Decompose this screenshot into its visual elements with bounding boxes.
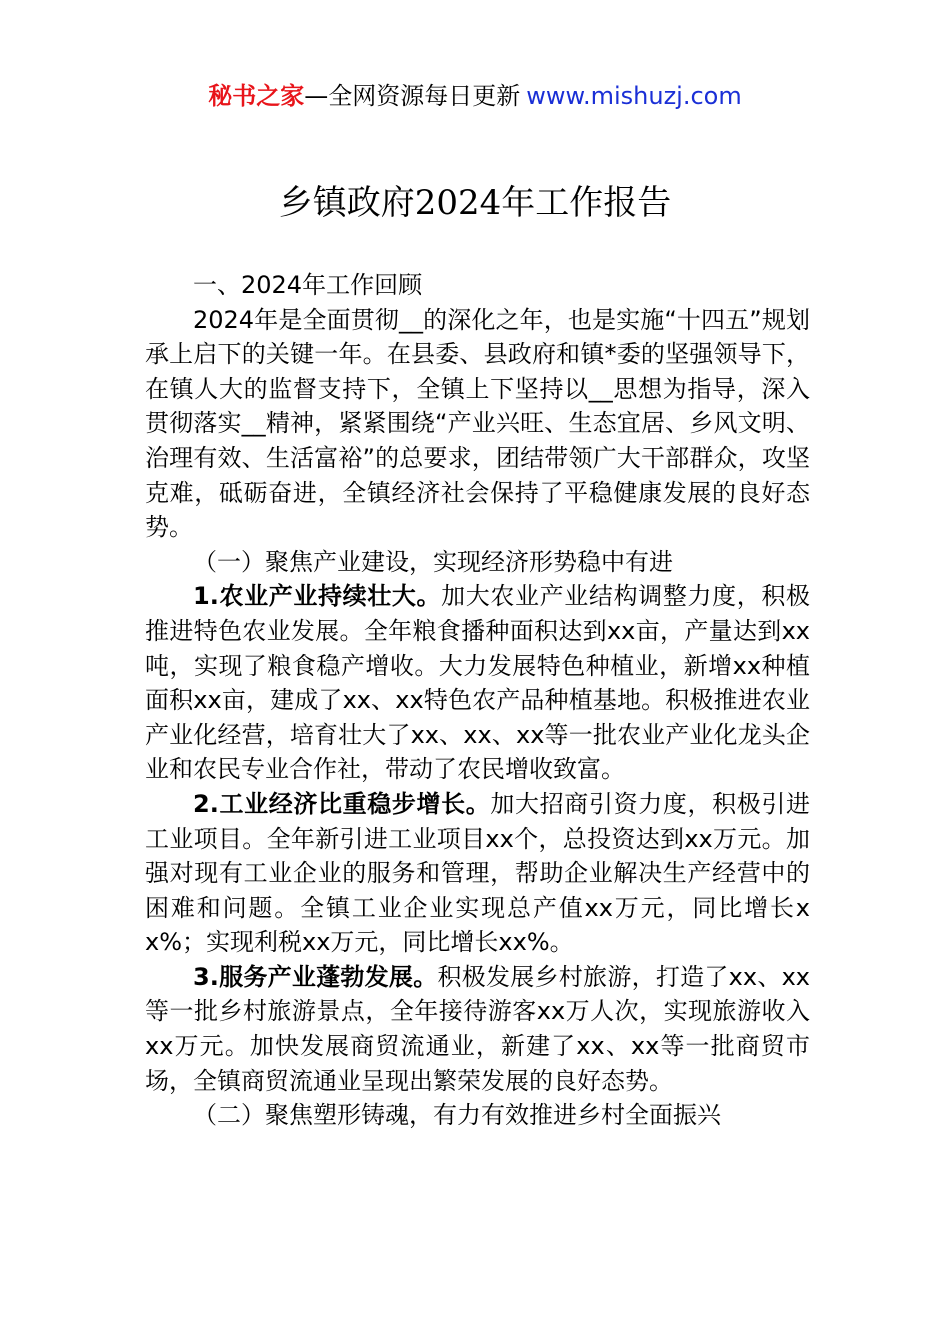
- site-url-link[interactable]: www.mishuzj.com: [526, 82, 742, 110]
- document-body: [145, 268, 810, 1133]
- section-heading-review: 一、2024年工作回顾: [193, 271, 423, 299]
- paragraph-agriculture: [145, 579, 810, 787]
- document-title: 乡镇政府2024年工作报告: [278, 183, 672, 223]
- paragraph-text: 积极发展乡村旅游，打造了xx、xx等一批乡村旅游景点，全年接待游客xx万人次，实现旅游收入xx万元。加快发展商贸流通业，新建了xx、xx等一批商贸市场，全镇商贸流通业呈现出繁荣发展的良好态势。: [145, 962, 810, 1095]
- paragraph-text: 加大招商引资力度，积极引进工业项目。全年新引进工业项目xx个，总投资达到xx万元。加强对现有工业企业的服务和管理，帮助企业解决生产经营中的困难和问题。全镇工业企业实现总产值xx万元，同比增长xx%；实现利税xx万元，同比增长xx%。: [145, 789, 810, 957]
- paragraph-lead: 2.工业经济比重稳步增长。: [193, 789, 491, 818]
- paragraph-industry: [145, 787, 810, 960]
- paragraph-services: [145, 960, 810, 1098]
- header-tagline: —全网资源每日更新: [304, 82, 521, 110]
- subsection-heading-industry: （一）聚焦产业建设，实现经济形势稳中有进: [193, 547, 673, 576]
- subsection-heading-revitalization: （二）聚焦塑形铸魂，有力有效推进乡村全面振兴: [193, 1101, 721, 1130]
- site-header-banner: [0, 78, 950, 114]
- paragraph-text: 加大农业产业结构调整力度，积极推进特色农业发展。全年粮食播种面积达到xx亩，产量达到xx吨，实现了粮食稳产增收。大力发展特色种植业，新增xx种植面积xx亩，建成了xx、xx特色农产品种植基地。积极推进农业产业化经营，培育壮大了xx、xx、xx等一批农业产业化龙头企业和农民专业合作社，带动了农民增收致富。: [145, 582, 810, 784]
- intro-paragraph: 2024年是全面贯彻__的深化之年，也是实施“十四五”规划承上启下的关键一年。在县委、县政府和镇*委的坚强领导下，在镇人大的监督支持下，全镇上下坚持以__思想为指导，深入贯彻落实__精神，紧紧围绕“产业兴旺、生态宜居、乡风文明、治理有效、生活富裕”的总要求，团结带领广大干部群众，攻坚克难，砥砺奋进，全镇经济社会保持了平稳健康发展的良好态势。: [145, 305, 810, 542]
- paragraph-lead: 1.农业产业持续壮大。: [193, 582, 442, 611]
- paragraph-lead: 3.服务产业蓬勃发展。: [193, 962, 438, 991]
- brand-name: 秘书之家: [208, 82, 305, 110]
